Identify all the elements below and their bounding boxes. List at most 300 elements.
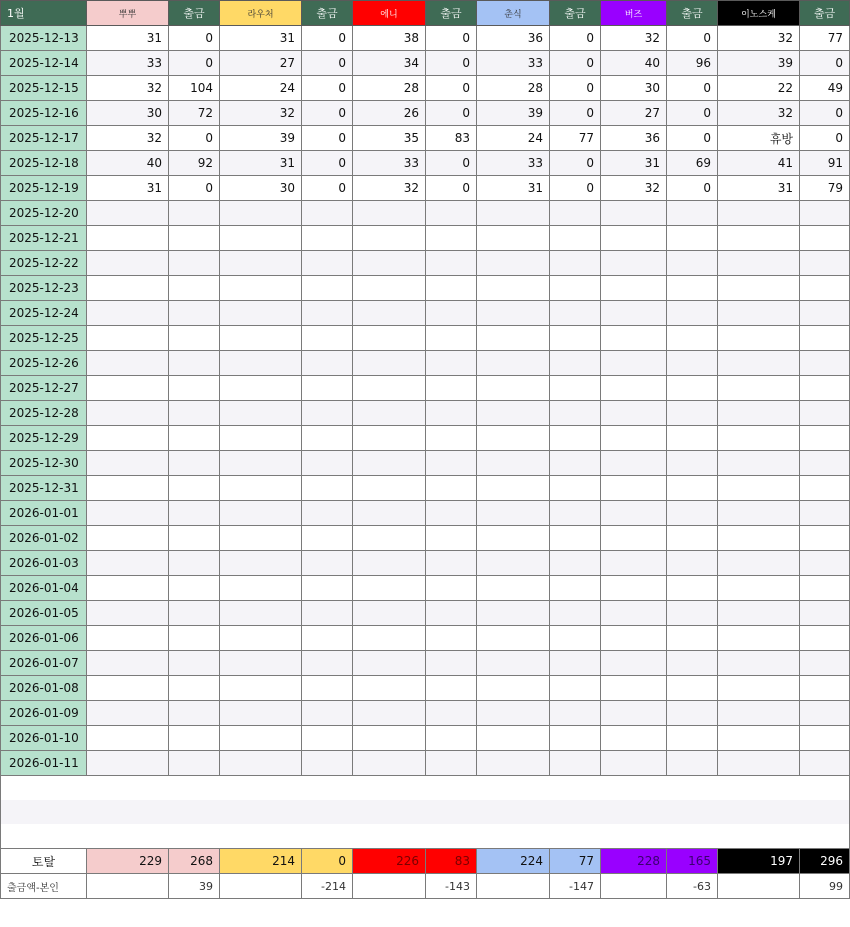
withdraw-value-cell[interactable]	[800, 751, 850, 776]
broadcast-value-cell[interactable]	[220, 526, 302, 551]
broadcast-value-cell[interactable]	[353, 476, 426, 501]
broadcast-value-cell[interactable]	[353, 601, 426, 626]
withdraw-value-cell[interactable]	[667, 751, 718, 776]
withdraw-value-cell[interactable]: 0	[550, 51, 601, 76]
withdraw-value-cell[interactable]	[800, 426, 850, 451]
withdraw-value-cell[interactable]: 0	[800, 126, 850, 151]
withdraw-value-cell[interactable]	[169, 651, 220, 676]
withdraw-value-cell[interactable]	[800, 676, 850, 701]
broadcast-value-cell[interactable]	[601, 501, 667, 526]
broadcast-value-cell[interactable]	[718, 326, 800, 351]
withdraw-value-cell[interactable]	[426, 326, 477, 351]
broadcast-value-cell[interactable]	[718, 376, 800, 401]
withdraw-value-cell[interactable]	[169, 326, 220, 351]
broadcast-value-cell[interactable]	[718, 626, 800, 651]
total-cell[interactable]: 165	[667, 849, 718, 874]
broadcast-value-cell[interactable]	[220, 726, 302, 751]
withdraw-diff-label[interactable]: 출금액-본인	[1, 874, 87, 899]
withdraw-value-cell[interactable]	[169, 726, 220, 751]
withdraw-value-cell[interactable]	[667, 651, 718, 676]
date-cell[interactable]: 2026-01-08	[1, 676, 87, 701]
broadcast-value-cell[interactable]	[477, 601, 550, 626]
diff-cell[interactable]: -63	[667, 874, 718, 899]
broadcast-value-cell[interactable]: 38	[353, 26, 426, 51]
broadcast-value-cell[interactable]	[718, 676, 800, 701]
withdraw-value-cell[interactable]	[667, 551, 718, 576]
withdraw-value-cell[interactable]	[800, 601, 850, 626]
broadcast-value-cell[interactable]: 22	[718, 76, 800, 101]
withdraw-value-cell[interactable]	[800, 651, 850, 676]
withdraw-value-cell[interactable]: 0	[667, 26, 718, 51]
withdraw-value-cell[interactable]	[426, 651, 477, 676]
withdraw-value-cell[interactable]	[302, 351, 353, 376]
withdraw-value-cell[interactable]	[667, 701, 718, 726]
broadcast-value-cell[interactable]	[601, 526, 667, 551]
broadcast-value-cell[interactable]	[601, 301, 667, 326]
diff-cell[interactable]	[601, 874, 667, 899]
empty-cell[interactable]	[1, 800, 850, 824]
withdraw-value-cell[interactable]	[550, 551, 601, 576]
broadcast-value-cell[interactable]: 34	[353, 51, 426, 76]
withdraw-header-ppuppu[interactable]: 출금	[169, 1, 220, 26]
withdraw-value-cell[interactable]: 0	[550, 76, 601, 101]
withdraw-value-cell[interactable]	[302, 726, 353, 751]
withdraw-value-cell[interactable]: 0	[302, 126, 353, 151]
broadcast-value-cell[interactable]: 31	[220, 26, 302, 51]
broadcast-value-cell[interactable]	[601, 251, 667, 276]
withdraw-value-cell[interactable]	[667, 376, 718, 401]
broadcast-value-cell[interactable]	[220, 226, 302, 251]
broadcast-value-cell[interactable]	[718, 501, 800, 526]
diff-cell[interactable]: 39	[169, 874, 220, 899]
withdraw-value-cell[interactable]	[302, 476, 353, 501]
broadcast-value-cell[interactable]	[87, 526, 169, 551]
withdraw-header-rauche[interactable]: 출금	[302, 1, 353, 26]
broadcast-value-cell[interactable]	[353, 426, 426, 451]
withdraw-value-cell[interactable]	[800, 576, 850, 601]
broadcast-value-cell[interactable]: 39	[220, 126, 302, 151]
broadcast-value-cell[interactable]: 32	[601, 26, 667, 51]
broadcast-value-cell[interactable]	[220, 651, 302, 676]
streamer-header-buzz[interactable]: 버즈	[601, 1, 667, 26]
broadcast-value-cell[interactable]	[353, 676, 426, 701]
broadcast-value-cell[interactable]	[87, 726, 169, 751]
broadcast-value-cell[interactable]	[718, 476, 800, 501]
broadcast-value-cell[interactable]: 31	[718, 176, 800, 201]
withdraw-value-cell[interactable]	[550, 401, 601, 426]
broadcast-value-cell[interactable]	[87, 451, 169, 476]
broadcast-value-cell[interactable]	[477, 426, 550, 451]
withdraw-value-cell[interactable]	[302, 651, 353, 676]
broadcast-value-cell[interactable]: 26	[353, 101, 426, 126]
broadcast-value-cell[interactable]	[87, 576, 169, 601]
broadcast-value-cell[interactable]	[87, 426, 169, 451]
broadcast-value-cell[interactable]	[353, 326, 426, 351]
broadcast-value-cell[interactable]	[718, 201, 800, 226]
withdraw-value-cell[interactable]	[302, 601, 353, 626]
broadcast-value-cell[interactable]	[220, 426, 302, 451]
broadcast-value-cell[interactable]	[220, 376, 302, 401]
withdraw-header-chunsik[interactable]: 출금	[550, 1, 601, 26]
withdraw-value-cell[interactable]	[550, 376, 601, 401]
withdraw-value-cell[interactable]: 0	[800, 101, 850, 126]
withdraw-value-cell[interactable]	[800, 526, 850, 551]
broadcast-value-cell[interactable]: 33	[353, 151, 426, 176]
withdraw-value-cell[interactable]	[550, 476, 601, 501]
withdraw-value-cell[interactable]: 92	[169, 151, 220, 176]
broadcast-value-cell[interactable]: 32	[601, 176, 667, 201]
withdraw-value-cell[interactable]: 49	[800, 76, 850, 101]
broadcast-value-cell[interactable]	[220, 351, 302, 376]
broadcast-value-cell[interactable]	[477, 401, 550, 426]
withdraw-value-cell[interactable]	[302, 501, 353, 526]
withdraw-value-cell[interactable]: 0	[302, 76, 353, 101]
broadcast-value-cell[interactable]	[718, 526, 800, 551]
broadcast-value-cell[interactable]	[477, 526, 550, 551]
broadcast-value-cell[interactable]	[601, 626, 667, 651]
broadcast-value-cell[interactable]	[353, 401, 426, 426]
withdraw-value-cell[interactable]	[302, 676, 353, 701]
date-cell[interactable]: 2025-12-23	[1, 276, 87, 301]
withdraw-value-cell[interactable]	[800, 401, 850, 426]
broadcast-value-cell[interactable]	[87, 676, 169, 701]
broadcast-value-cell[interactable]: 27	[220, 51, 302, 76]
withdraw-value-cell[interactable]	[169, 676, 220, 701]
withdraw-value-cell[interactable]	[302, 376, 353, 401]
withdraw-value-cell[interactable]	[667, 626, 718, 651]
broadcast-value-cell[interactable]	[601, 601, 667, 626]
broadcast-value-cell[interactable]	[87, 326, 169, 351]
streamer-header-ppuppu[interactable]: 뿌뿌	[87, 1, 169, 26]
withdraw-value-cell[interactable]	[169, 576, 220, 601]
broadcast-value-cell[interactable]	[87, 351, 169, 376]
withdraw-value-cell[interactable]	[667, 351, 718, 376]
broadcast-value-cell[interactable]	[477, 276, 550, 301]
withdraw-value-cell[interactable]: 77	[550, 126, 601, 151]
total-label[interactable]: 토탈	[1, 849, 87, 874]
withdraw-value-cell[interactable]	[426, 251, 477, 276]
diff-cell[interactable]	[87, 874, 169, 899]
withdraw-value-cell[interactable]	[667, 451, 718, 476]
month-header[interactable]: 1월	[1, 1, 87, 26]
withdraw-value-cell[interactable]: 0	[667, 101, 718, 126]
withdraw-value-cell[interactable]: 0	[169, 26, 220, 51]
diff-cell[interactable]: -143	[426, 874, 477, 899]
broadcast-value-cell[interactable]	[220, 576, 302, 601]
withdraw-value-cell[interactable]	[426, 276, 477, 301]
date-cell[interactable]: 2026-01-09	[1, 701, 87, 726]
withdraw-value-cell[interactable]	[169, 226, 220, 251]
broadcast-value-cell[interactable]	[601, 751, 667, 776]
broadcast-value-cell[interactable]	[477, 626, 550, 651]
broadcast-value-cell[interactable]	[601, 726, 667, 751]
withdraw-value-cell[interactable]	[426, 451, 477, 476]
withdraw-value-cell[interactable]	[667, 401, 718, 426]
withdraw-value-cell[interactable]	[667, 676, 718, 701]
broadcast-value-cell[interactable]	[353, 251, 426, 276]
broadcast-value-cell[interactable]	[220, 751, 302, 776]
broadcast-value-cell[interactable]	[601, 226, 667, 251]
withdraw-value-cell[interactable]	[550, 201, 601, 226]
withdraw-value-cell[interactable]	[667, 601, 718, 626]
withdraw-value-cell[interactable]	[800, 326, 850, 351]
broadcast-value-cell[interactable]	[220, 201, 302, 226]
withdraw-value-cell[interactable]	[169, 251, 220, 276]
withdraw-value-cell[interactable]: 0	[426, 151, 477, 176]
streamer-header-eni[interactable]: 에니	[353, 1, 426, 26]
withdraw-value-cell[interactable]	[169, 751, 220, 776]
withdraw-value-cell[interactable]	[550, 651, 601, 676]
withdraw-value-cell[interactable]	[667, 726, 718, 751]
date-cell[interactable]: 2025-12-28	[1, 401, 87, 426]
broadcast-value-cell[interactable]: 31	[477, 176, 550, 201]
diff-cell[interactable]	[477, 874, 550, 899]
broadcast-value-cell[interactable]	[718, 551, 800, 576]
withdraw-value-cell[interactable]: 0	[667, 176, 718, 201]
withdraw-value-cell[interactable]: 0	[302, 176, 353, 201]
broadcast-value-cell[interactable]	[353, 276, 426, 301]
broadcast-value-cell[interactable]	[353, 451, 426, 476]
broadcast-value-cell[interactable]	[87, 251, 169, 276]
broadcast-value-cell[interactable]	[477, 651, 550, 676]
withdraw-value-cell[interactable]	[302, 751, 353, 776]
broadcast-value-cell[interactable]	[718, 701, 800, 726]
withdraw-value-cell[interactable]	[550, 526, 601, 551]
broadcast-value-cell[interactable]	[601, 276, 667, 301]
broadcast-value-cell[interactable]	[220, 301, 302, 326]
broadcast-value-cell[interactable]: 39	[718, 51, 800, 76]
withdraw-value-cell[interactable]	[426, 626, 477, 651]
broadcast-value-cell[interactable]	[353, 626, 426, 651]
withdraw-value-cell[interactable]	[667, 301, 718, 326]
withdraw-value-cell[interactable]	[800, 626, 850, 651]
diff-cell[interactable]: -147	[550, 874, 601, 899]
withdraw-value-cell[interactable]	[800, 226, 850, 251]
withdraw-value-cell[interactable]	[800, 551, 850, 576]
date-cell[interactable]: 2025-12-26	[1, 351, 87, 376]
broadcast-value-cell[interactable]	[601, 201, 667, 226]
date-cell[interactable]: 2025-12-21	[1, 226, 87, 251]
broadcast-value-cell[interactable]: 30	[601, 76, 667, 101]
withdraw-value-cell[interactable]	[302, 426, 353, 451]
broadcast-value-cell[interactable]	[353, 726, 426, 751]
broadcast-value-cell[interactable]	[353, 751, 426, 776]
withdraw-value-cell[interactable]: 0	[169, 126, 220, 151]
broadcast-value-cell[interactable]	[718, 401, 800, 426]
broadcast-value-cell[interactable]	[353, 526, 426, 551]
broadcast-value-cell[interactable]: 35	[353, 126, 426, 151]
streamer-header-inosuke[interactable]: 이노스케	[718, 1, 800, 26]
withdraw-value-cell[interactable]: 79	[800, 176, 850, 201]
broadcast-value-cell[interactable]: 31	[87, 176, 169, 201]
date-cell[interactable]: 2025-12-18	[1, 151, 87, 176]
date-cell[interactable]: 2026-01-10	[1, 726, 87, 751]
withdraw-value-cell[interactable]	[302, 626, 353, 651]
withdraw-header-buzz[interactable]: 출금	[667, 1, 718, 26]
broadcast-value-cell[interactable]: 41	[718, 151, 800, 176]
withdraw-value-cell[interactable]	[667, 576, 718, 601]
broadcast-value-cell[interactable]	[87, 751, 169, 776]
broadcast-value-cell[interactable]	[87, 476, 169, 501]
broadcast-value-cell[interactable]	[220, 451, 302, 476]
withdraw-value-cell[interactable]	[426, 601, 477, 626]
broadcast-value-cell[interactable]: 27	[601, 101, 667, 126]
total-cell[interactable]: 77	[550, 849, 601, 874]
broadcast-value-cell[interactable]	[718, 451, 800, 476]
broadcast-value-cell[interactable]	[718, 301, 800, 326]
broadcast-value-cell[interactable]	[601, 326, 667, 351]
withdraw-value-cell[interactable]	[550, 726, 601, 751]
broadcast-value-cell[interactable]	[477, 201, 550, 226]
broadcast-value-cell[interactable]	[87, 401, 169, 426]
date-cell[interactable]: 2025-12-20	[1, 201, 87, 226]
broadcast-value-cell[interactable]	[87, 226, 169, 251]
broadcast-value-cell[interactable]	[353, 376, 426, 401]
withdraw-value-cell[interactable]: 0	[667, 76, 718, 101]
broadcast-value-cell[interactable]	[718, 651, 800, 676]
withdraw-value-cell[interactable]: 104	[169, 76, 220, 101]
date-cell[interactable]: 2025-12-19	[1, 176, 87, 201]
broadcast-value-cell[interactable]	[353, 301, 426, 326]
broadcast-value-cell[interactable]: 33	[477, 151, 550, 176]
withdraw-value-cell[interactable]	[800, 726, 850, 751]
broadcast-value-cell[interactable]	[477, 351, 550, 376]
withdraw-value-cell[interactable]	[800, 276, 850, 301]
date-cell[interactable]: 2026-01-04	[1, 576, 87, 601]
broadcast-value-cell[interactable]	[718, 726, 800, 751]
withdraw-value-cell[interactable]	[169, 501, 220, 526]
broadcast-value-cell[interactable]	[87, 376, 169, 401]
total-cell[interactable]: 229	[87, 849, 169, 874]
withdraw-value-cell[interactable]	[169, 601, 220, 626]
broadcast-value-cell[interactable]	[220, 626, 302, 651]
withdraw-value-cell[interactable]	[426, 201, 477, 226]
withdraw-value-cell[interactable]	[302, 251, 353, 276]
withdraw-value-cell[interactable]	[550, 226, 601, 251]
withdraw-value-cell[interactable]	[169, 526, 220, 551]
total-cell[interactable]: 224	[477, 849, 550, 874]
broadcast-value-cell[interactable]	[353, 551, 426, 576]
withdraw-value-cell[interactable]: 0	[550, 176, 601, 201]
broadcast-value-cell[interactable]	[601, 676, 667, 701]
withdraw-value-cell[interactable]	[302, 276, 353, 301]
withdraw-value-cell[interactable]	[550, 676, 601, 701]
broadcast-value-cell[interactable]	[353, 651, 426, 676]
withdraw-value-cell[interactable]	[169, 276, 220, 301]
withdraw-value-cell[interactable]	[302, 301, 353, 326]
empty-cell[interactable]	[1, 824, 850, 849]
broadcast-value-cell[interactable]	[87, 626, 169, 651]
broadcast-value-cell[interactable]	[353, 701, 426, 726]
withdraw-value-cell[interactable]	[426, 401, 477, 426]
broadcast-value-cell[interactable]: 31	[220, 151, 302, 176]
broadcast-value-cell[interactable]	[87, 276, 169, 301]
withdraw-value-cell[interactable]: 91	[800, 151, 850, 176]
withdraw-value-cell[interactable]	[550, 426, 601, 451]
broadcast-value-cell[interactable]	[353, 226, 426, 251]
date-cell[interactable]: 2026-01-01	[1, 501, 87, 526]
broadcast-value-cell[interactable]	[353, 501, 426, 526]
withdraw-value-cell[interactable]	[667, 526, 718, 551]
broadcast-value-cell[interactable]	[220, 476, 302, 501]
withdraw-value-cell[interactable]	[302, 701, 353, 726]
withdraw-value-cell[interactable]	[800, 351, 850, 376]
withdraw-value-cell[interactable]: 0	[169, 51, 220, 76]
broadcast-value-cell[interactable]	[477, 476, 550, 501]
broadcast-value-cell[interactable]	[477, 701, 550, 726]
broadcast-value-cell[interactable]: 28	[477, 76, 550, 101]
broadcast-value-cell[interactable]: 40	[601, 51, 667, 76]
total-cell[interactable]: 268	[169, 849, 220, 874]
diff-cell[interactable]	[718, 874, 800, 899]
total-cell[interactable]: 197	[718, 849, 800, 874]
broadcast-value-cell[interactable]	[601, 701, 667, 726]
broadcast-value-cell[interactable]	[87, 201, 169, 226]
date-cell[interactable]: 2026-01-05	[1, 601, 87, 626]
withdraw-value-cell[interactable]	[426, 751, 477, 776]
broadcast-value-cell[interactable]	[718, 351, 800, 376]
date-cell[interactable]: 2025-12-14	[1, 51, 87, 76]
withdraw-value-cell[interactable]	[426, 351, 477, 376]
withdraw-value-cell[interactable]: 72	[169, 101, 220, 126]
date-cell[interactable]: 2025-12-27	[1, 376, 87, 401]
date-cell[interactable]: 2025-12-17	[1, 126, 87, 151]
withdraw-value-cell[interactable]	[800, 501, 850, 526]
broadcast-value-cell[interactable]	[601, 401, 667, 426]
broadcast-value-cell[interactable]: 24	[477, 126, 550, 151]
withdraw-value-cell[interactable]: 0	[667, 126, 718, 151]
withdraw-value-cell[interactable]	[550, 501, 601, 526]
broadcast-value-cell[interactable]	[353, 201, 426, 226]
withdraw-value-cell[interactable]	[426, 551, 477, 576]
broadcast-value-cell[interactable]	[477, 551, 550, 576]
broadcast-value-cell[interactable]	[477, 676, 550, 701]
withdraw-value-cell[interactable]	[667, 476, 718, 501]
withdraw-value-cell[interactable]	[169, 301, 220, 326]
withdraw-value-cell[interactable]	[169, 551, 220, 576]
withdraw-value-cell[interactable]	[667, 501, 718, 526]
total-cell[interactable]: 214	[220, 849, 302, 874]
broadcast-value-cell[interactable]	[477, 251, 550, 276]
broadcast-value-cell[interactable]: 36	[477, 26, 550, 51]
withdraw-value-cell[interactable]	[302, 201, 353, 226]
broadcast-value-cell[interactable]	[477, 751, 550, 776]
total-cell[interactable]: 228	[601, 849, 667, 874]
withdraw-value-cell[interactable]	[169, 351, 220, 376]
date-cell[interactable]: 2026-01-02	[1, 526, 87, 551]
broadcast-value-cell[interactable]	[220, 676, 302, 701]
date-cell[interactable]: 2025-12-22	[1, 251, 87, 276]
withdraw-header-eni[interactable]: 출금	[426, 1, 477, 26]
withdraw-value-cell[interactable]	[550, 451, 601, 476]
withdraw-value-cell[interactable]: 0	[426, 76, 477, 101]
broadcast-value-cell[interactable]: 33	[87, 51, 169, 76]
broadcast-value-cell[interactable]	[220, 326, 302, 351]
withdraw-value-cell[interactable]	[426, 526, 477, 551]
broadcast-value-cell[interactable]	[601, 376, 667, 401]
withdraw-header-inosuke[interactable]: 출금	[800, 1, 850, 26]
withdraw-value-cell[interactable]	[302, 326, 353, 351]
withdraw-value-cell[interactable]: 96	[667, 51, 718, 76]
withdraw-value-cell[interactable]	[302, 526, 353, 551]
broadcast-value-cell[interactable]	[718, 576, 800, 601]
withdraw-value-cell[interactable]	[169, 476, 220, 501]
withdraw-value-cell[interactable]	[426, 426, 477, 451]
withdraw-value-cell[interactable]	[169, 401, 220, 426]
total-cell[interactable]: 296	[800, 849, 850, 874]
withdraw-value-cell[interactable]: 0	[550, 101, 601, 126]
withdraw-value-cell[interactable]	[426, 501, 477, 526]
